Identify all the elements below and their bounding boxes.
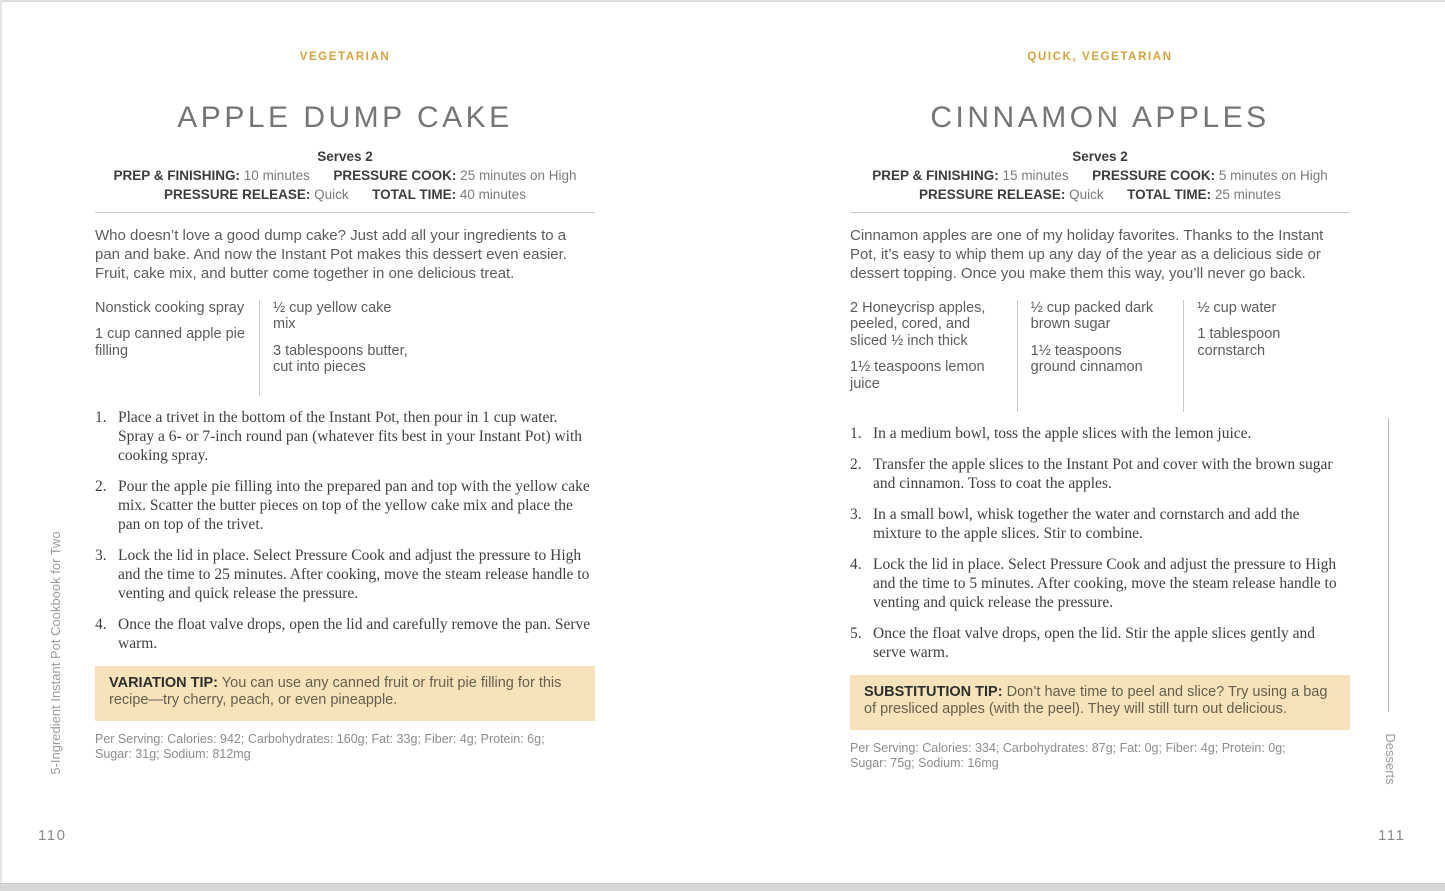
ingredient-item: 1 cup canned apple pie filling (95, 326, 245, 359)
scan-edge-bottom (0, 883, 1445, 891)
step-number: 5. (850, 624, 862, 642)
meta-value: Quick (314, 187, 349, 202)
meta-label: TOTAL TIME: (372, 187, 457, 202)
step-number: 3. (850, 505, 862, 523)
chapter-rule-line (1388, 418, 1389, 712)
header-rule (850, 212, 1350, 213)
ingredient-item: ½ cup water (1197, 299, 1277, 316)
meta-value: 15 minutes (1002, 168, 1069, 183)
tip-text: Don’t have time to peel and slice? Try using a bag of presliced apples (with the peel). They will still turn out delicious. (864, 683, 1328, 718)
spine-title: 5-Ingredient Instant Pot Cookbook for Two (48, 531, 63, 775)
recipe-cinnamon-apples (850, 45, 1350, 771)
step-number: 1. (95, 408, 107, 426)
scan-edge-left (0, 0, 2, 891)
category-label: QUICK, VEGETARIAN (1027, 51, 1173, 63)
ingredient-column (95, 300, 259, 396)
recipe-apple-dump-cake (95, 45, 595, 762)
step-item (95, 477, 595, 534)
meta-line-1 (850, 168, 1350, 183)
meta-label: PRESSURE RELEASE: (919, 187, 1066, 202)
step-text: Place a trivet in the bottom of the Instant Pot, then pour in 1 cup water. Spray a 6- or 7-inch round pan (whatever fits best in your Instant Pot) with cooking spray. (118, 408, 583, 464)
step-number: 1. (850, 424, 862, 442)
meta-line-2 (95, 187, 595, 202)
ingredient-item: 1 tablespoon cornstarch (1197, 326, 1281, 359)
scan-edge-top (0, 0, 1445, 2)
tip-label: SUBSTITUTION TIP: (864, 683, 1003, 700)
recipe-title: CINNAMON APPLES (930, 101, 1270, 134)
step-item (850, 555, 1350, 612)
recipe-title: APPLE DUMP CAKE (177, 101, 513, 134)
ingredient-column (259, 300, 423, 396)
ingredients-list (95, 300, 595, 396)
step-text: Transfer the apple slices to the Instant Pot and cover with the brown sugar and cinnamon. Toss to coat the apples. (873, 455, 1333, 492)
meta-value: 40 minutes (459, 187, 526, 202)
step-item (95, 408, 595, 465)
step-text: Once the float valve drops, open the lid and carefully remove the pan. Serve warm. (118, 615, 591, 652)
step-item (95, 546, 595, 603)
nutrition-line: Per Serving: Calories: 942; Carbohydrates: 160g; Fat: 33g; Fiber: 4g; Protein: 6g; Sugar: 31g; Sodium: 812mg (95, 731, 545, 761)
ingredient-column (1183, 300, 1350, 412)
serves-line: Serves 2 (1072, 149, 1128, 164)
serves-line: Serves 2 (317, 149, 373, 164)
meta-value: 5 minutes on High (1218, 168, 1328, 183)
meta-line-2 (850, 187, 1350, 202)
meta-value: Quick (1069, 187, 1104, 202)
step-text: In a medium bowl, toss the apple slices with the lemon juice. (873, 424, 1252, 442)
category-label: VEGETARIAN (299, 51, 391, 63)
step-item (850, 505, 1350, 543)
step-item (850, 455, 1350, 493)
header-rule (95, 212, 595, 213)
step-text: Pour the apple pie filling into the prepared pan and top with the yellow cake mix. Scatter the butter pieces on top of the yellow cake mix and place the pan on top of the trivet. (118, 477, 590, 533)
step-item (850, 624, 1350, 662)
tip-box (95, 666, 595, 721)
page-number-left: 110 (38, 827, 67, 844)
step-text: Lock the lid in place. Select Pressure Cook and adjust the pressure to High and the time to 25 minutes. After cooking, move the steam release handle to venting and quick release the pressure. (118, 546, 590, 602)
ingredient-item: 1½ teaspoons ground cinnamon (1030, 342, 1143, 376)
step-text: Lock the lid in place. Select Pressure Cook and adjust the pressure to High and the time to 5 minutes. After cooking, move the steam release handle to venting and quick release the pressure. (873, 555, 1337, 611)
tip-text: You can use any canned fruit or fruit pie filling for this recipe—try cherry, peach, or even pineapple. (109, 674, 562, 709)
ingredient-column (1017, 300, 1184, 412)
meta-label: PREP & FINISHING: (872, 168, 999, 183)
steps-list (95, 408, 595, 653)
ingredient-item: ½ cup yellow cake mix (273, 299, 392, 333)
page-number-right: 111 (1378, 827, 1406, 844)
intro-paragraph: Cinnamon apples are one of my holiday favorites. Thanks to the Instant Pot, it’s easy to whip them up any day of the year as a delicious side or dessert topping. Once you make them this way, you’ll never go back. (850, 227, 1324, 283)
tip-label: VARIATION TIP: (109, 674, 219, 691)
intro-paragraph: Who doesn’t love a good dump cake? Just add all your ingredients to a pan and bake. And now the Instant Pot makes this dessert even easier. Fruit, cake mix, and butter come together in one delicious treat. (95, 227, 567, 283)
step-number: 4. (95, 615, 107, 633)
step-number: 4. (850, 555, 862, 573)
margin-chapter-label: Desserts (1383, 733, 1398, 785)
step-number: 2. (95, 477, 107, 495)
ingredient-item: 3 tablespoons butter, cut into pieces (273, 342, 408, 376)
meta-label: TOTAL TIME: (1127, 187, 1212, 202)
meta-value: 25 minutes on High (460, 168, 577, 183)
ingredient-item: 1½ teaspoons lemon juice (850, 359, 985, 392)
step-number: 2. (850, 455, 862, 473)
meta-label: PREP & FINISHING: (113, 168, 241, 183)
ingredient-column (850, 300, 1017, 412)
step-item (850, 424, 1350, 443)
steps-list (850, 424, 1350, 662)
meta-label: PRESSURE RELEASE: (164, 187, 311, 202)
nutrition-line: Per Serving: Calories: 334; Carbohydrates: 87g; Fat: 0g; Fiber: 4g; Protein: 0g; Sugar: 75g; Sodium: 16mg (850, 740, 1286, 770)
step-number: 3. (95, 546, 107, 564)
ingredient-item: Nonstick cooking spray (95, 299, 245, 316)
tip-box (850, 675, 1350, 730)
step-text: Once the float valve drops, open the lid. Stir the apple slices gently and serve warm. (873, 624, 1316, 661)
step-item (95, 615, 595, 653)
ingredients-list (850, 300, 1350, 412)
step-text: In a small bowl, whisk together the water and cornstarch and add the mixture to the apple slices. Stir to combine. (873, 505, 1300, 542)
ingredient-item: 2 Honeycrisp apples, peeled, cored, and sliced ½ inch thick (850, 299, 986, 349)
meta-value: 25 minutes (1214, 187, 1281, 202)
ingredient-item: ½ cup packed dark brown sugar (1030, 299, 1154, 333)
meta-label: PRESSURE COOK: (1092, 168, 1216, 183)
meta-line-1 (95, 168, 595, 183)
meta-label: PRESSURE COOK: (333, 168, 457, 183)
meta-value: 10 minutes (243, 168, 310, 183)
